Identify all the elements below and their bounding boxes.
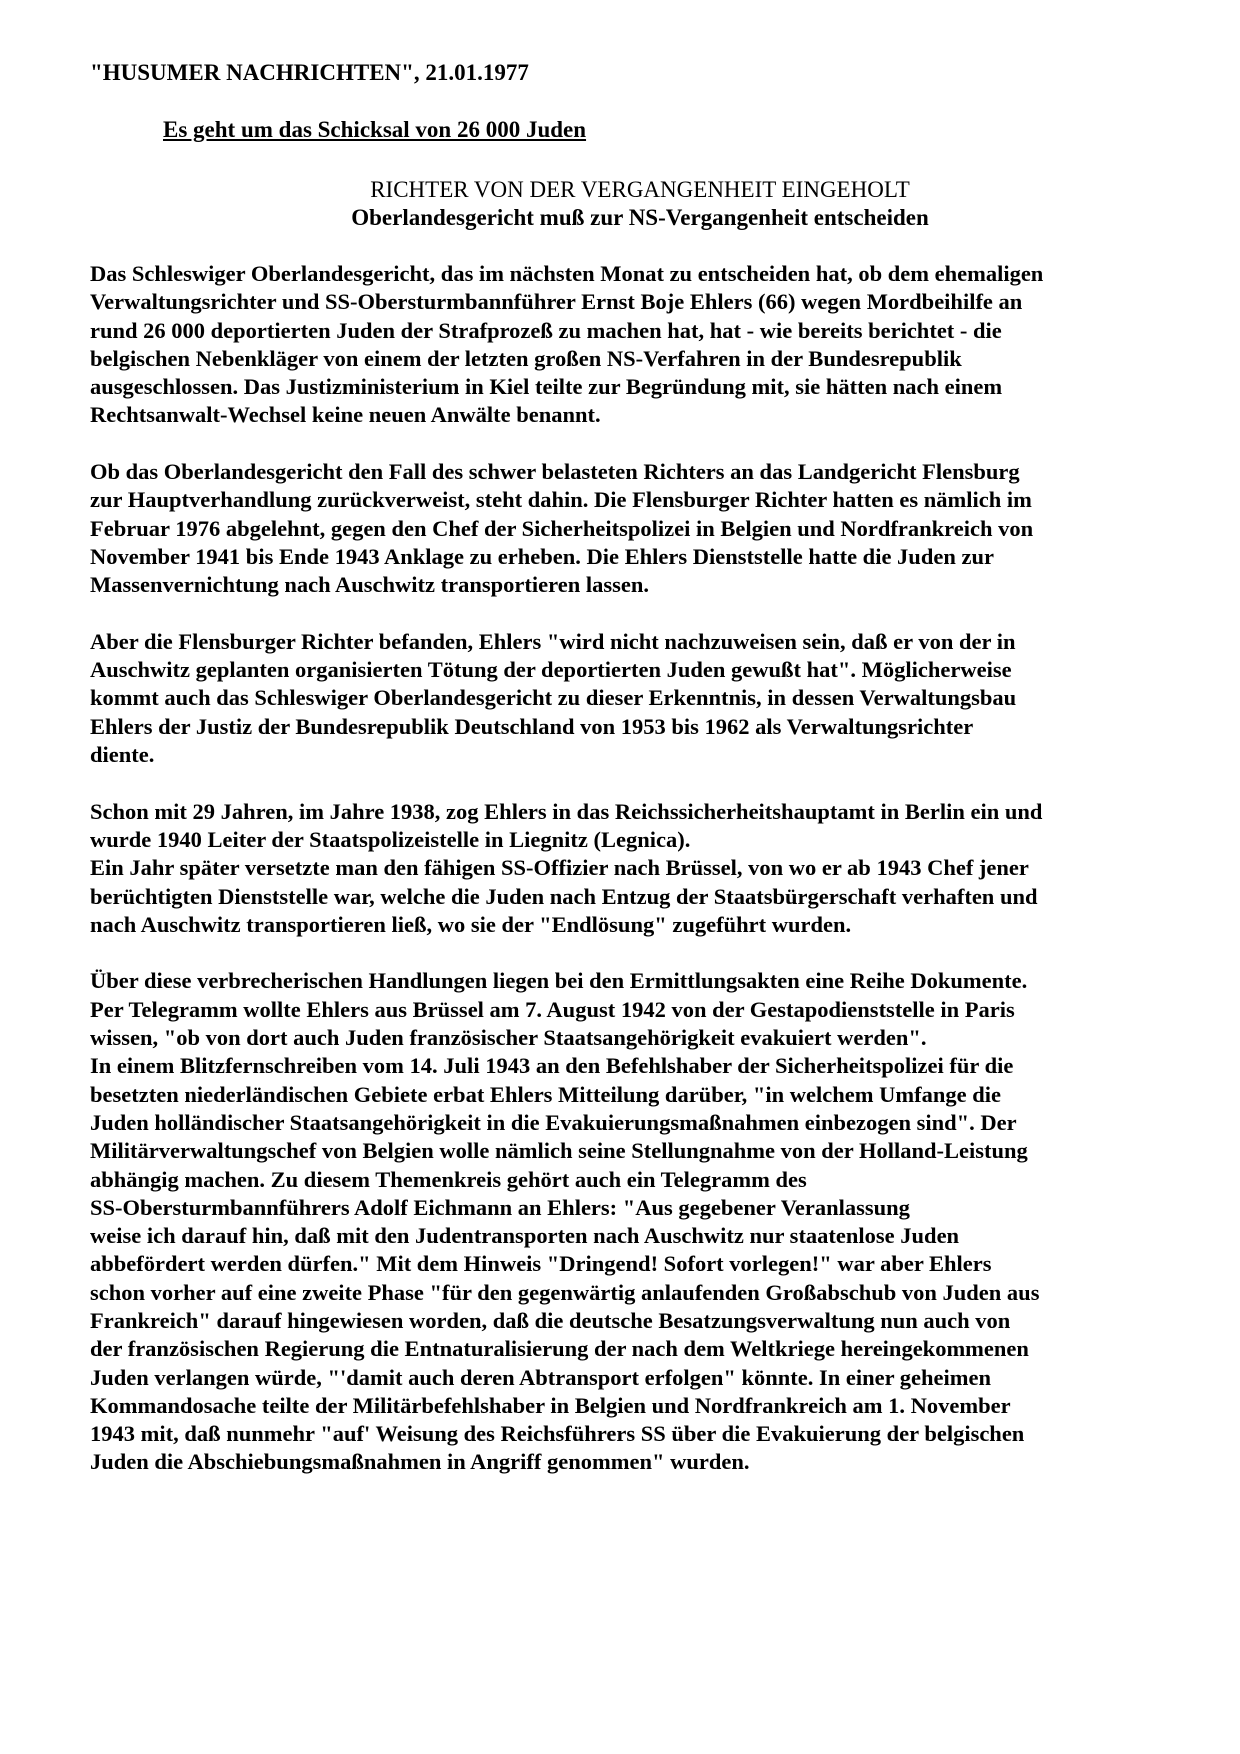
text-line: ausgeschlossen. Das Justizministerium in Kiel teilte zur Begründung mit, sie hätten nach einem xyxy=(90,374,1003,400)
paragraph xyxy=(90,458,1150,599)
article-body xyxy=(90,260,1150,1477)
text-line: nach Auschwitz transportieren ließ, wo sie der "Endlösung" zugeführt wurden. xyxy=(90,911,852,937)
text-line: rund 26 000 deportierten Juden der Strafprozeß zu machen hat, hat - wie bereits berichtet - die xyxy=(90,317,1002,343)
text-line: der französischen Regierung die Entnaturalisierung der nach dem Weltkriege hereingekommenen xyxy=(90,1336,1029,1362)
text-line: SS-Obersturmbannführers Adolf Eichmann an Ehlers: "Aus gegebener Veranlassung xyxy=(90,1194,910,1220)
text-line: Über diese verbrecherischen Handlungen liegen bei den Ermittlungsakten eine Reihe Dokumente. xyxy=(90,968,1028,994)
text-line: kommt auch das Schleswiger Oberlandesgericht zu dieser Erkenntnis, in dessen Verwaltungsbau xyxy=(90,685,1017,711)
text-line: Kommandosache teilte der Militärbefehlshaber in Belgien und Nordfrankreich am 1. November xyxy=(90,1392,1011,1418)
paragraph xyxy=(90,967,1150,1476)
text-line: abhängig machen. Zu diesem Themenkreis gehört auch ein Telegramm des xyxy=(90,1166,807,1192)
text-line: abbefördert werden dürfen." Mit dem Hinweis "Dringend! Sofort vorlegen!" war aber Ehlers xyxy=(90,1251,992,1277)
text-line: Juden holländischer Staatsangehörigkeit in die Evakuierungsmaßnahmen einbezogen sind". Der xyxy=(90,1109,1017,1135)
text-line: Das Schleswiger Oberlandesgericht, das im nächsten Monat zu entscheiden hat, ob dem ehemaligen xyxy=(90,261,1044,286)
paragraph xyxy=(90,260,1150,430)
text-line: zur Hauptverhandlung zurückverweist, steht dahin. Die Flensburger Richter hatten es nämlich im xyxy=(90,487,1032,513)
text-line: Ob das Oberlandesgericht den Fall des schwer belasteten Richters an das Landgericht Flensburg xyxy=(90,459,1020,485)
text-line: Militärverwaltungschef von Belgien wolle nämlich seine Stellungnahme von der Holland-Leistung xyxy=(90,1138,1028,1164)
text-line: Auschwitz geplanten organisierten Tötung der deportierten Juden gewußt hat". Möglicherweise xyxy=(90,657,1012,683)
text-line: Juden die Abschiebungsmaßnahmen in Angriff genommen" wurden. xyxy=(90,1449,750,1475)
source-line: "HUSUMER NACHRICHTEN", 21.01.1977 xyxy=(90,60,529,85)
paragraph xyxy=(90,798,1150,939)
text-line: Massenvernichtung nach Auschwitz transportieren lassen. xyxy=(90,572,649,598)
text-line: Februar 1976 abgelehnt, gegen den Chef der Sicherheitspolizei in Belgien und Nordfrankreich von xyxy=(90,515,1034,541)
text-line: diente. xyxy=(90,742,155,768)
text-line: In einem Blitzfernschreiben vom 14. Juli 1943 an den Befehlshaber der Sicherheitspolizei für die xyxy=(90,1053,1014,1079)
sub-headline: Oberlandesgericht muß zur NS-Vergangenheit entscheiden xyxy=(351,205,929,230)
text-line: Per Telegramm wollte Ehlers aus Brüssel am 7. August 1942 von der Gestapodienststelle in Paris xyxy=(90,996,1015,1022)
text-line: Ein Jahr später versetzte man den fähigen SS-Offizier nach Brüssel, von wo er ab 1943 Chef jener xyxy=(90,855,1029,881)
text-line: Ehlers der Justiz der Bundesrepublik Deutschland von 1953 bis 1962 als Verwaltungsrichter xyxy=(90,713,974,739)
text-line: schon vorher auf eine zweite Phase "für den gegenwärtig anlaufenden Großabschub von Juden aus xyxy=(90,1279,1040,1305)
text-line: besetzten niederländischen Gebiete erbat Ehlers Mitteilung darüber, "in welchem Umfange die xyxy=(90,1081,1001,1107)
text-line: belgischen Nebenkläger von einem der letzten großen NS-Verfahren in der Bundesrepublik xyxy=(90,345,962,371)
text-line: Schon mit 29 Jahren, im Jahre 1938, zog Ehlers in das Reichssicherheitshauptamt in Berlin ein und xyxy=(90,798,1043,824)
main-headline: RICHTER VON DER VERGANGENHEIT EINGEHOLT xyxy=(370,177,910,202)
text-line: Juden verlangen würde, "'damit auch deren Abtransport erfolgen" könnte. In einer geheimen xyxy=(90,1364,992,1390)
paragraph xyxy=(90,628,1150,769)
kicker-headline: Es geht um das Schicksal von 26 000 Juden xyxy=(163,117,587,142)
headline-block xyxy=(300,176,980,232)
text-line: November 1941 bis Ende 1943 Anklage zu erheben. Die Ehlers Dienststelle hatte die Juden zur xyxy=(90,543,994,569)
text-line: Verwaltungsrichter und SS-Obersturmbannführer Ernst Boje Ehlers (66) wegen Mordbeihilfe an xyxy=(90,289,1023,315)
text-line: 1943 mit, daß nunmehr "auf' Weisung des Reichsführers SS über die Evakuierung der belgischen xyxy=(90,1421,1025,1447)
text-line: wurde 1940 Leiter der Staatspolizeistelle in Liegnitz (Legnica). xyxy=(90,826,691,852)
text-line: berüchtigten Dienststelle war, welche die Juden nach Entzug der Staatsbürgerschaft verhaften und xyxy=(90,883,1038,909)
text-line: wissen, "ob von dort auch Juden französischer Staatsangehörigkeit evakuiert werden". xyxy=(90,1025,927,1051)
text-line: Aber die Flensburger Richter befanden, Ehlers "wird nicht nachzuweisen sein, daß er von der in xyxy=(90,628,1016,654)
text-line: Frankreich" darauf hingewiesen worden, daß die deutsche Besatzungsverwaltung nun auch von xyxy=(90,1307,1011,1333)
text-line: Rechtsanwalt-Wechsel keine neuen Anwälte benannt. xyxy=(90,402,601,428)
text-line: weise ich darauf hin, daß mit den Judentransporten nach Auschwitz nur staatenlose Juden xyxy=(90,1223,960,1249)
